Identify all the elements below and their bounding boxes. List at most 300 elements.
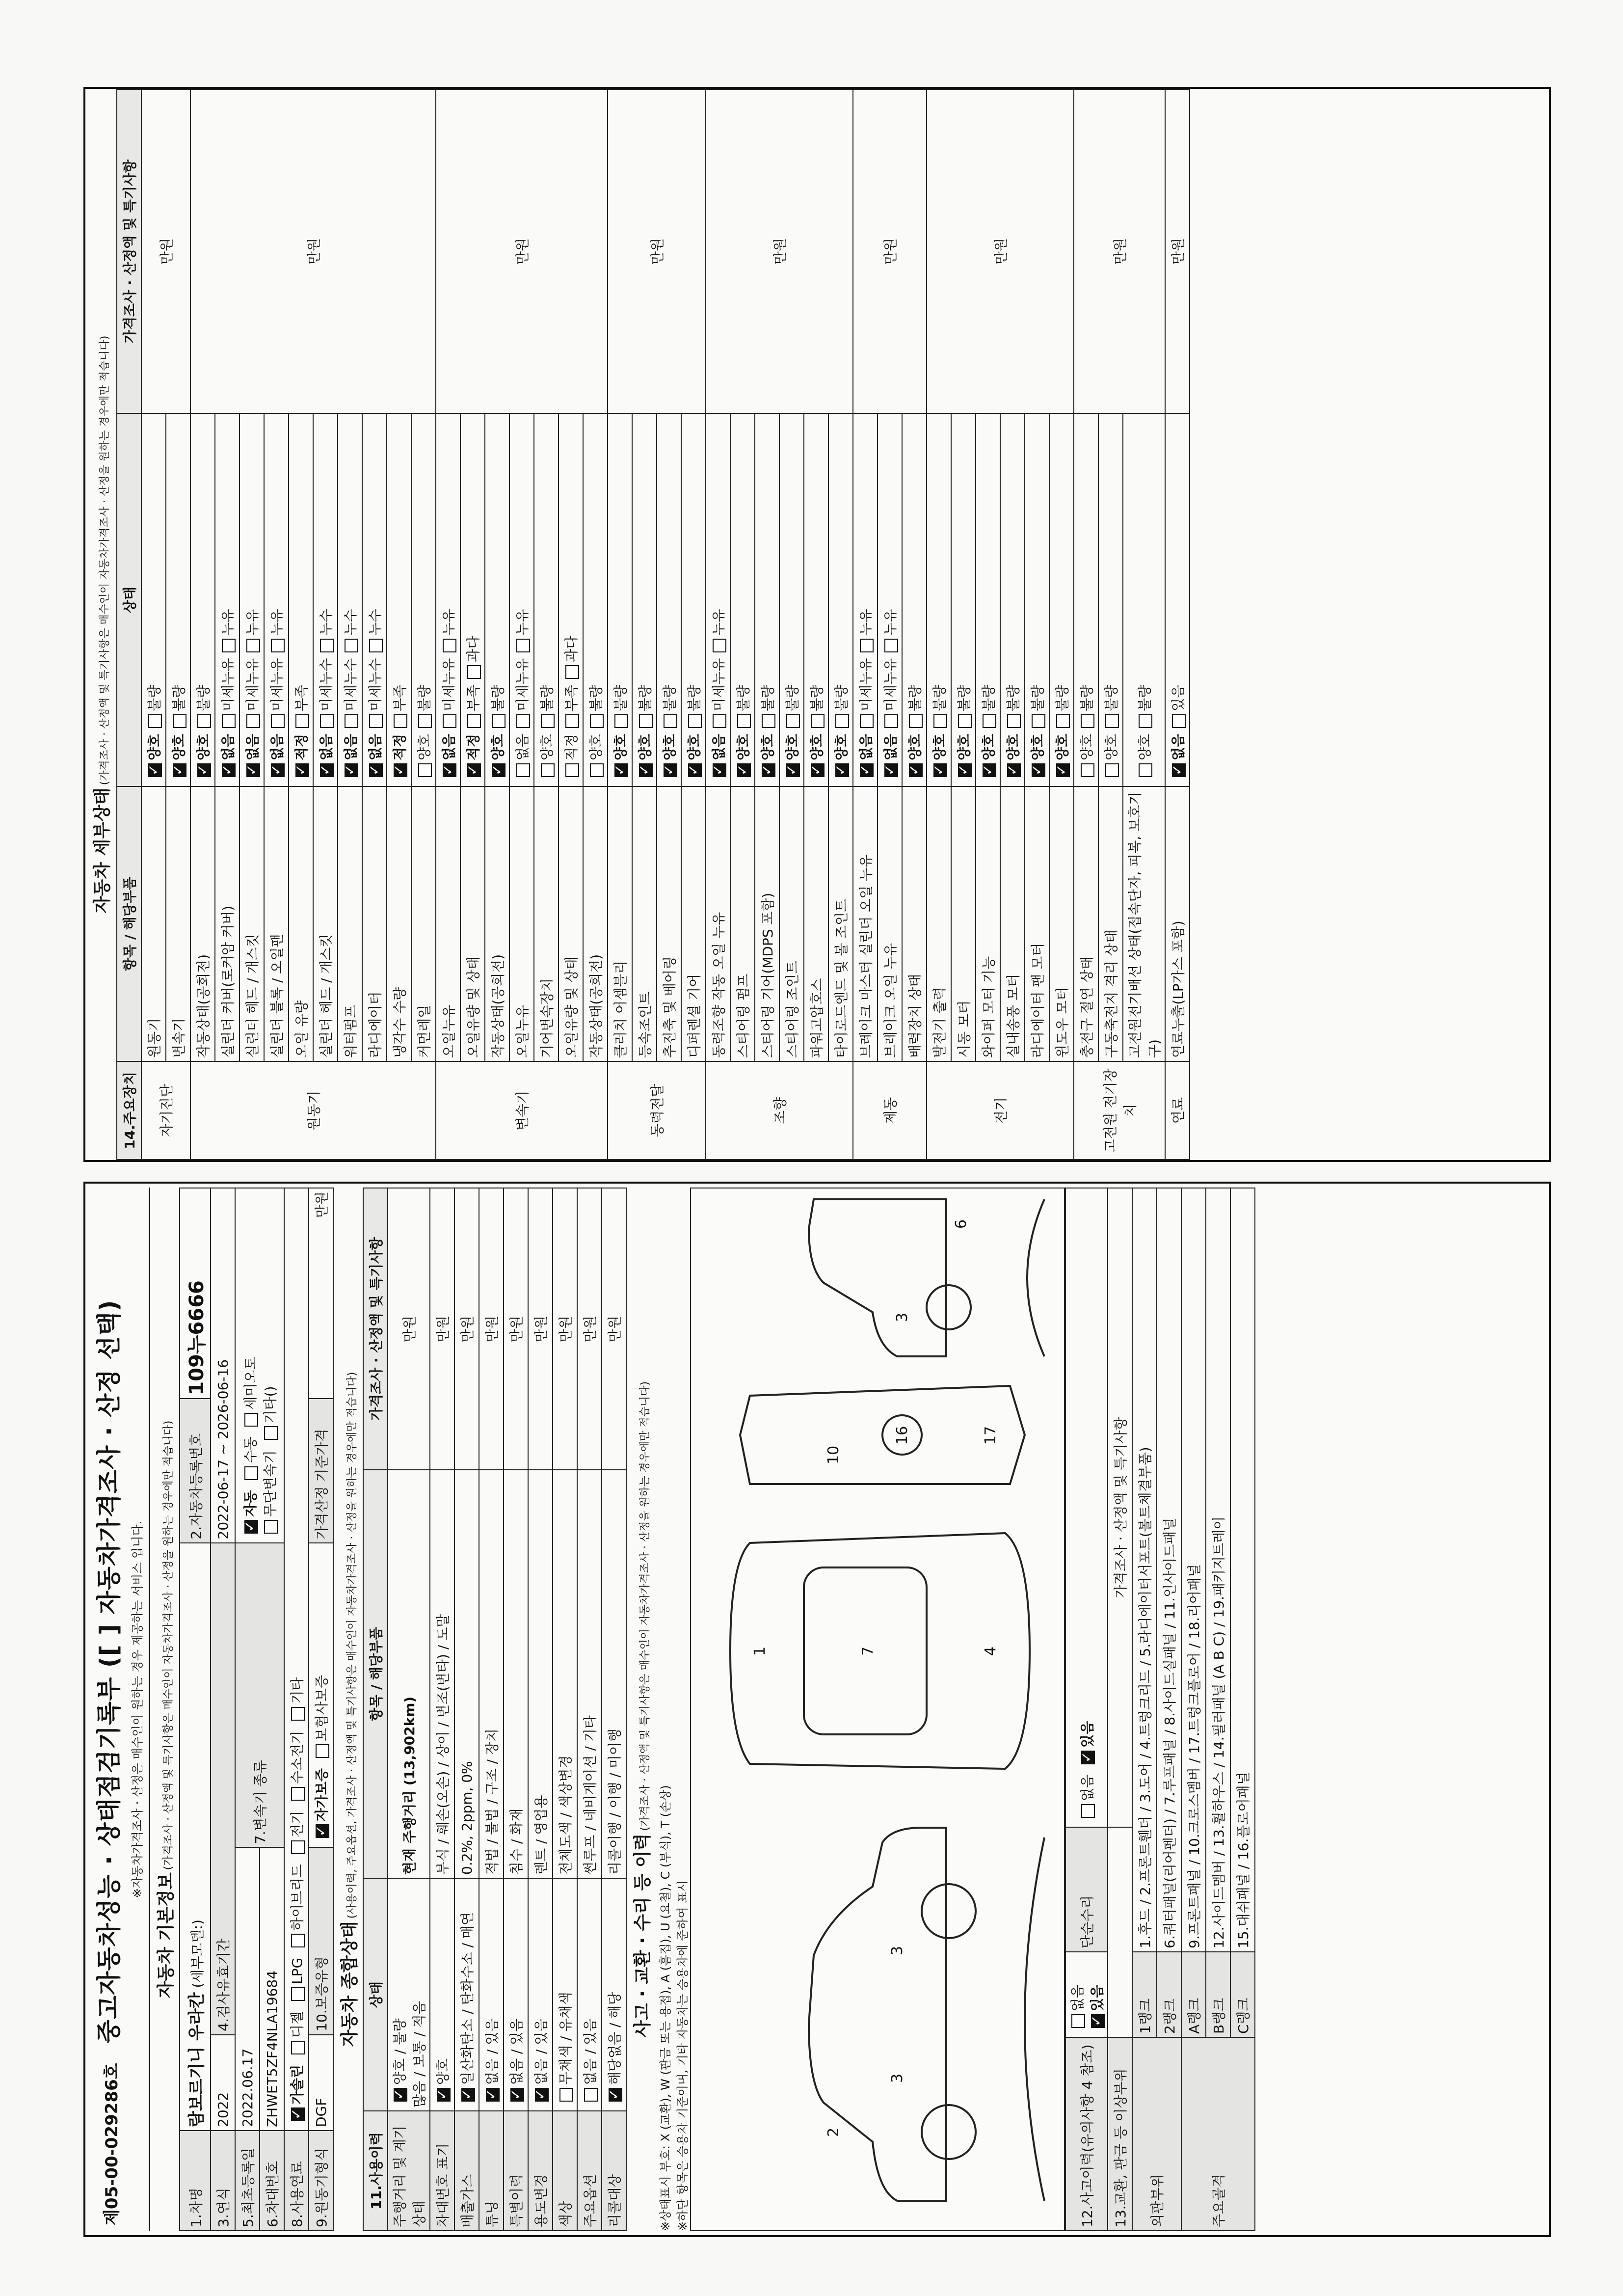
checkbox[interactable]: [1081, 1804, 1095, 1818]
detail-unit: 만원: [706, 89, 853, 413]
detail-unit: 만원: [1074, 89, 1165, 413]
checkbox[interactable]: [291, 1707, 305, 1721]
checkbox[interactable]: [983, 714, 996, 728]
detail-item: 오일누유: [436, 786, 460, 1061]
gs-row-state: ✓해당없음 / 해당: [602, 1878, 626, 2111]
checkbox[interactable]: [222, 714, 236, 728]
title-note: ※자동차가격조사 · 산정은 매수인이 원하는 경우 제공하는 서비스 입니다.: [131, 1520, 144, 1898]
checkbox[interactable]: [291, 2041, 305, 2054]
general-status-table: [363, 1188, 627, 2231]
detail-state: ✓양호불량: [755, 413, 779, 786]
checkbox-checked[interactable]: [664, 763, 677, 777]
detail-state: ✓양호불량: [779, 413, 804, 786]
checkbox[interactable]: [559, 2088, 573, 2102]
fuel-option[interactable]: 전기: [287, 1811, 306, 1860]
form-number: 제05-00-029286호: [102, 2063, 122, 2225]
trans-option[interactable]: 수동: [240, 1436, 260, 1486]
gs-row-unit: 만원: [528, 1188, 553, 1470]
rank-label: 1랭크: [1132, 1952, 1157, 2037]
rank-items: 1.후드 / 2.프론트휀더 / 3.도어 / 4.트렁크리드 / 5.라디에이터서포트(볼트체결부품): [1132, 1188, 1157, 1952]
checkbox[interactable]: [492, 714, 506, 728]
detail-item: 워터펌프: [338, 786, 362, 1061]
accident-history-label: 12.사고이력(유의사항 4 참조): [1065, 2037, 1108, 2231]
checkbox-checked[interactable]: [983, 763, 996, 777]
checkbox[interactable]: [291, 1987, 305, 2001]
checkbox[interactable]: [884, 714, 898, 728]
checkbox[interactable]: [639, 714, 653, 728]
rank-items: 6.쿼터패널(리어펜더) / 7.루프패널 / 8.사이드실패널 / 11.인사이드패널: [1157, 1188, 1181, 1952]
gs-row-detail: 렌트 / 영업용: [528, 1470, 553, 1878]
fuel-options: [284, 1188, 309, 2131]
repair-option[interactable]: 없음: [1077, 1775, 1096, 1824]
detail-item: 브레이크 마스터 실린더 오일 누유: [853, 786, 878, 1061]
rank-label: 2랭크: [1157, 1952, 1181, 2037]
first-reg: 2022.06.17: [235, 1847, 260, 2131]
warranty-label: 10.보증유형: [309, 1847, 333, 2035]
checkbox[interactable]: [1172, 714, 1186, 728]
detail-state: ✓양호불량: [190, 413, 215, 786]
panel-number: 7: [859, 1646, 877, 1656]
checkbox-checked[interactable]: [909, 763, 923, 777]
gs-row-state: ✓없음 / 있음: [504, 1878, 528, 2111]
checkbox-checked[interactable]: [197, 763, 211, 777]
detail-item: 실린더 커버(로커암 커버): [215, 786, 239, 1061]
checkbox[interactable]: [835, 714, 849, 728]
fuel-option[interactable]: 디젤: [287, 2011, 306, 2060]
gs-row-unit: 만원: [430, 1188, 454, 1470]
checkbox-checked[interactable]: [510, 2088, 524, 2102]
gs-row-detail: 부식 / 훼손(오손) / 상이 / 변조(변타) / 도말: [430, 1470, 454, 1878]
detail-state: ✓양호불량: [166, 413, 190, 786]
gs-header-item: 11.사용이력: [363, 2111, 388, 2231]
car-name-label: 1.차명: [180, 2131, 211, 2231]
repair-option[interactable]: ✓있음: [1077, 1721, 1096, 1770]
checkbox-checked[interactable]: [933, 763, 947, 777]
checkbox-checked[interactable]: [835, 763, 849, 777]
side-view-right: [809, 1199, 946, 1356]
accident-title: 사고 · 교환 · 수리 등 이력: [633, 1833, 653, 2038]
detail-state: ✓없음미세누유누유: [853, 413, 878, 786]
detail-item: 실린더 헤드 / 개스킷: [239, 786, 264, 1061]
checkbox[interactable]: [264, 1426, 278, 1440]
checkbox[interactable]: [443, 639, 456, 652]
gs-header-price: 가격조사 · 산정액 및 특기사항: [363, 1188, 388, 1470]
checkbox[interactable]: [664, 714, 677, 728]
gs-row-unit: 만원: [479, 1188, 504, 1470]
gs-header-state: 상태: [363, 1878, 388, 2111]
trans-option[interactable]: 무단변속기: [260, 1450, 279, 1539]
reg-no: 109누6666: [180, 1188, 211, 1399]
gs-row-detail: 침수 / 화재: [504, 1470, 528, 1878]
checkbox-checked[interactable]: [1172, 763, 1186, 777]
checkbox-checked[interactable]: [461, 2088, 475, 2102]
checkbox[interactable]: [369, 714, 383, 728]
panel-number: 3: [894, 1312, 911, 1322]
checkbox[interactable]: [713, 714, 726, 728]
checkbox[interactable]: [173, 714, 186, 728]
gs-row-item: 용도변경: [528, 2111, 553, 2231]
checkbox-checked[interactable]: [443, 763, 456, 777]
checkbox-checked[interactable]: [316, 1824, 329, 1838]
checkbox[interactable]: [737, 714, 751, 728]
gs-row-unit: 만원: [504, 1188, 528, 1470]
checkbox[interactable]: [1056, 714, 1070, 728]
detail-state: 양호불량: [1098, 413, 1123, 786]
checkbox-checked[interactable]: [394, 763, 407, 777]
checkbox-checked[interactable]: [369, 763, 383, 777]
rank-items: 15.대쉬패널 / 16.플로어패널: [1230, 1188, 1255, 1952]
trans-option[interactable]: ✓자동: [240, 1490, 260, 1539]
accident-options: [1065, 1952, 1108, 2037]
detail-item: 추진축 및 베어링: [657, 786, 681, 1061]
checkbox[interactable]: [565, 665, 579, 679]
checkbox-checked[interactable]: [639, 763, 653, 777]
checkbox-checked[interactable]: [173, 763, 186, 777]
checkbox-checked[interactable]: [492, 763, 506, 777]
checkbox[interactable]: [467, 714, 481, 728]
checkbox[interactable]: [541, 714, 555, 728]
detail-item: 커먼레일: [411, 786, 436, 1061]
checkbox[interactable]: [222, 639, 236, 652]
detail-item: 라디에이터 팬 모터: [1025, 786, 1049, 1061]
price-note: 가격조사 · 산정액 및 특기사항: [1108, 1188, 1132, 1827]
checkbox[interactable]: [1139, 763, 1152, 777]
outer-label: 외판부위: [1132, 2037, 1181, 2231]
checkbox-checked[interactable]: [1081, 1751, 1095, 1764]
fuel-option[interactable]: 수소전기: [287, 1730, 306, 1806]
detail-header-state: 상태: [117, 413, 141, 786]
checkbox[interactable]: [1007, 714, 1021, 728]
checkbox-checked[interactable]: [320, 763, 334, 777]
wheel-left-front: [922, 2105, 976, 2159]
checkbox-checked[interactable]: [614, 763, 628, 777]
year-label: 3.연식: [211, 2131, 235, 2231]
checkbox[interactable]: [590, 763, 604, 777]
checkbox[interactable]: [320, 639, 334, 652]
inspection-period: 2022-06-17 ~ 2026-06-16: [211, 1188, 235, 1543]
checkbox[interactable]: [246, 714, 260, 728]
general-status-note: (사용이력, 주요옵션, 가격조사 · 산정액 및 특기사항은 매수인이 자동차가격조사 · 산정을 원하는 경우에만 적습니다): [346, 1372, 358, 1919]
gs-row-detail: 리콜이행 / 이행 / 미이행: [602, 1470, 626, 1878]
checkbox-checked[interactable]: [222, 763, 236, 777]
warranty-option[interactable]: ✓자가보증: [311, 1768, 331, 1844]
wheel-right-front: [927, 1285, 971, 1329]
main-frame-label: 주요골격: [1181, 2037, 1255, 2231]
checkbox[interactable]: [565, 714, 579, 728]
detail-state: ✓없음미세누유누유: [215, 413, 239, 786]
checkbox[interactable]: [541, 763, 555, 777]
checkbox[interactable]: [811, 714, 825, 728]
checkbox-checked[interactable]: [884, 763, 898, 777]
checkbox[interactable]: [860, 714, 874, 728]
car-name-extra: (세부모델:): [189, 1919, 206, 1988]
title-block: [85, 1184, 149, 2235]
checkbox-checked[interactable]: [295, 763, 309, 777]
checkbox[interactable]: [958, 714, 972, 728]
checkbox[interactable]: [316, 1744, 329, 1758]
detail-state: ✓없음미세누유누유: [239, 413, 264, 786]
group-name: 원동기: [190, 1061, 436, 1160]
checkbox-checked[interactable]: [786, 763, 800, 777]
basic-info-note: (가격조사 · 산정액 및 특기사항은 매수인이 자동차가격조사 · 산정을 원하는 경우에만 적습니다): [162, 1420, 175, 1870]
detail-state: ✓양호불량: [1025, 413, 1049, 786]
checkbox[interactable]: [295, 714, 309, 728]
checkbox-checked[interactable]: [762, 763, 775, 777]
detail-unit: 만원: [436, 89, 608, 413]
checkbox-checked[interactable]: [148, 763, 162, 777]
checkbox[interactable]: [246, 639, 260, 652]
detail-state: ✓없음미세누유누유: [878, 413, 902, 786]
gs-row-item: 색상: [553, 2111, 577, 2231]
accident-option[interactable]: 없음: [1067, 1985, 1087, 2034]
repair-options: [1065, 1188, 1108, 1827]
trans-label: 7.변속기 종류: [235, 1543, 284, 1848]
checkbox[interactable]: [148, 714, 162, 728]
checkbox-checked[interactable]: [291, 2107, 305, 2121]
engine: DGF: [309, 2035, 333, 2131]
panel-number: 2: [825, 2127, 842, 2137]
detail-state: 양호불량: [583, 413, 608, 786]
panel-number: 16: [894, 1426, 911, 1445]
checkbox-checked[interactable]: [1007, 763, 1021, 777]
rank-label: B랭크: [1206, 1952, 1230, 2037]
trans-option[interactable]: 기타(): [260, 1386, 279, 1446]
detail-header-item: 항목 / 해당부품: [117, 786, 141, 1061]
detail-state: ✓양호불량: [927, 413, 951, 786]
detail-state: ✓없음미세누수누수: [362, 413, 387, 786]
checkbox[interactable]: [291, 1840, 305, 1854]
detail-item: 구동축전지 격리 상태: [1098, 786, 1123, 1061]
checkbox[interactable]: [418, 714, 432, 728]
checkbox[interactable]: [291, 1787, 305, 1801]
checkbox-checked[interactable]: [609, 2088, 622, 2102]
right-panel: [83, 87, 1551, 1162]
checkbox[interactable]: [271, 639, 285, 652]
gs-row-state: 무채색 / 유채색: [553, 1878, 577, 2111]
detail-item: 실린더 블록 / 오일팬: [264, 786, 289, 1061]
detail-state: ✓적정부족: [387, 413, 411, 786]
checkbox-checked[interactable]: [486, 2088, 500, 2102]
detail-item: 시동 모터: [951, 786, 976, 1061]
detail-state: ✓양호불량: [976, 413, 1000, 786]
car-diagram-area: [690, 1188, 1065, 2231]
detail-state: ✓적정부족과다: [460, 413, 485, 786]
checkbox[interactable]: [786, 714, 800, 728]
detail-note: (가격조사 · 산정액 및 특기사항은 매수인이 자동차가격조사 · 산정을 원하는 경우에만 적습니다): [99, 335, 111, 785]
checkbox[interactable]: [590, 714, 604, 728]
checkbox-checked[interactable]: [1032, 763, 1045, 777]
detail-unit: 만원: [927, 89, 1074, 413]
detail-state: 양호불량: [534, 413, 559, 786]
detail-state: ✓양호불량: [681, 413, 706, 786]
detail-state: ✓양호불량: [141, 413, 166, 786]
detail-unit: 만원: [190, 89, 436, 413]
detail-item: 디퍼렌셜 기어: [681, 786, 706, 1061]
detail-state: ✓없음미세누유누유: [264, 413, 289, 786]
detail-table: [116, 89, 1190, 1160]
fuel-option[interactable]: LPG: [289, 1958, 305, 2007]
group-name: 전기: [927, 1061, 1074, 1160]
checkbox[interactable]: [688, 714, 702, 728]
detail-state: ✓없음미세누유누유: [436, 413, 460, 786]
panel-number: 3: [889, 2073, 906, 2083]
detail-state: ✓양호불량: [657, 413, 681, 786]
basic-info-title: 자동차 기본정보: [156, 1872, 176, 1999]
detail-item: 냉각수 수량: [387, 786, 411, 1061]
detail-item: 스티어링 조인트: [779, 786, 804, 1061]
detail-item: 오일누유: [509, 786, 534, 1061]
checkbox-checked[interactable]: [244, 1520, 258, 1534]
warranty-options: [309, 1543, 333, 1848]
detail-header-price: 가격조사 · 산정액 및 특기사항: [117, 89, 141, 413]
gs-row-item: 튜닝: [479, 2111, 504, 2231]
checkbox-checked[interactable]: [467, 763, 481, 777]
detail-item: 파워고압호스: [804, 786, 828, 1061]
rank-label: A랭크: [1181, 1952, 1206, 2037]
vin: ZHWET5ZF4NLA19684: [260, 1847, 284, 2131]
checkbox-checked[interactable]: [535, 2088, 549, 2102]
group-name: 자기진단: [141, 1061, 190, 1160]
detail-item: 작동상태(공회전): [485, 786, 509, 1061]
checkbox-checked[interactable]: [437, 2088, 451, 2102]
group-name: 동력전달: [608, 1061, 706, 1160]
checkbox[interactable]: [264, 1520, 278, 1534]
fuel-option[interactable]: ✓가솔린: [287, 2065, 306, 2127]
warranty-option[interactable]: 보험사보증: [311, 1675, 331, 1764]
checkbox[interactable]: [320, 714, 334, 728]
detail-state: ✓양호불량: [632, 413, 657, 786]
gs-row-item: 주행거리 및 계기상태: [388, 2111, 430, 2231]
checkbox[interactable]: [713, 639, 726, 652]
checkbox[interactable]: [418, 763, 432, 777]
detail-state: 양호불량: [1123, 413, 1165, 786]
checkbox[interactable]: [1105, 714, 1119, 728]
gs-row-state: 없음 / 있음: [577, 1878, 602, 2111]
checkbox-checked[interactable]: [958, 763, 972, 777]
checkbox[interactable]: [345, 639, 358, 652]
fuel-option[interactable]: 하이브리드: [287, 1864, 306, 1953]
checkbox[interactable]: [933, 714, 947, 728]
detail-state: ✓양호불량: [1049, 413, 1074, 786]
group-name: 변속기: [436, 1061, 608, 1160]
checkbox-checked[interactable]: [394, 2088, 407, 2102]
panel-number: 6: [953, 1219, 970, 1229]
checkbox[interactable]: [860, 639, 874, 652]
checkbox[interactable]: [516, 763, 530, 777]
basic-info-table: [179, 1188, 334, 2231]
checkbox[interactable]: [1032, 714, 1045, 728]
detail-state: ✓없음있음: [1165, 413, 1190, 786]
detail-item: 타이로드엔드 및 볼 조인트: [828, 786, 853, 1061]
group-name: 고전원 전기장치: [1074, 1061, 1165, 1160]
trans-option[interactable]: 세미오토: [240, 1356, 260, 1432]
checkbox[interactable]: [762, 714, 775, 728]
checkbox[interactable]: [271, 714, 285, 728]
checkbox[interactable]: [369, 639, 383, 652]
detail-item: 실내송풍 모터: [1000, 786, 1025, 1061]
gs-row-state: ✓양호 / 불량 많음 / 보통 / 적음: [388, 1878, 430, 2111]
gs-row-unit: 만원: [553, 1188, 577, 1470]
checkbox[interactable]: [394, 714, 407, 728]
year: 2022: [211, 2035, 235, 2131]
accident-note: (가격조사 · 산정액 및 특기사항은 매수인이 자동차가격조사 · 산정을 원하는 경우에만 적습니다): [639, 1381, 651, 1831]
rank-items: 9.프론트패널 / 10.크로스멤버 / 17.트렁크플로어 / 18.리어패널: [1181, 1188, 1206, 1952]
checkbox[interactable]: [614, 714, 628, 728]
price-label: 가격산정 기준가격: [309, 1399, 333, 1543]
gs-row-unit: 만원: [388, 1188, 430, 1470]
gs-row-detail: 0.2%, 2ppm, 0%: [454, 1470, 479, 1878]
detail-item: 변속기: [166, 786, 190, 1061]
checkbox[interactable]: [197, 714, 211, 728]
car-diagram: [691, 1189, 1064, 2230]
checkbox[interactable]: [516, 714, 530, 728]
detail-item: 오일 유량: [289, 786, 313, 1061]
checkbox[interactable]: [884, 639, 898, 652]
checkbox-checked[interactable]: [1056, 763, 1070, 777]
checkbox-checked[interactable]: [713, 763, 726, 777]
checkbox[interactable]: [909, 714, 923, 728]
checkbox[interactable]: [516, 639, 530, 652]
gs-row-item: 리콜대상: [602, 2111, 626, 2231]
detail-item: 스티어링 기어(MDPS 포함): [755, 786, 779, 1061]
detail-state: ✓양호불량: [828, 413, 853, 786]
detail-state: ✓양호불량: [730, 413, 755, 786]
legend-1: ※상태표시 부호: X (교환), W (판금 또는 용접), A (흠집), U (요철), C (부식), T (손상): [659, 1785, 672, 2231]
detail-state: ✓양호불량: [902, 413, 927, 786]
checkbox-checked[interactable]: [1091, 2014, 1105, 2028]
checkbox[interactable]: [345, 714, 358, 728]
gs-row-detail: 전체도색 / 색상변경: [553, 1470, 577, 1878]
checkbox[interactable]: [443, 714, 456, 728]
checkbox[interactable]: [584, 2088, 598, 2102]
checkbox-checked[interactable]: [345, 763, 358, 777]
detail-unit: 만원: [608, 89, 706, 413]
detail-item: 윈도우 모터: [1049, 786, 1074, 1061]
checkbox[interactable]: [244, 1466, 258, 1480]
exchange-label: 13.교환, 판금 등 이상부위: [1108, 2037, 1132, 2231]
checkbox[interactable]: [1071, 2014, 1085, 2028]
checkbox[interactable]: [565, 763, 579, 777]
checkbox[interactable]: [1081, 714, 1094, 728]
checkbox-checked[interactable]: [688, 763, 702, 777]
gs-row-state: ✓일산화탄소 / 탄화수소 / 매연: [454, 1878, 479, 2111]
gs-row-state: ✓없음 / 있음: [528, 1878, 553, 2111]
checkbox[interactable]: [291, 1934, 305, 1947]
general-status-title: 자동차 종합상태: [340, 1921, 360, 2047]
detail-unit: 만원: [141, 89, 190, 413]
gs-row-detail: 적법 / 불법 / 구조 / 장치: [479, 1470, 504, 1878]
vin-label: 6.차대번호: [260, 2131, 284, 2231]
detail-item: 스티어링 펌프: [730, 786, 755, 1061]
checkbox-checked[interactable]: [860, 763, 874, 777]
accident-option[interactable]: ✓ 있음: [1087, 1985, 1106, 2034]
checkbox-checked[interactable]: [811, 763, 825, 777]
group-name: 조향: [706, 1061, 853, 1160]
underbody-right: [1027, 1199, 1044, 1356]
fuel-option[interactable]: 기타: [287, 1677, 306, 1726]
checkbox[interactable]: [467, 665, 481, 679]
checkbox[interactable]: [1081, 763, 1094, 777]
panel-number: 1: [751, 1646, 769, 1656]
checkbox-checked[interactable]: [271, 763, 285, 777]
detail-item: 연료누출(LP가스 포함): [1165, 786, 1190, 1061]
checkbox[interactable]: [1139, 714, 1152, 728]
checkbox-checked[interactable]: [246, 763, 260, 777]
checkbox-checked[interactable]: [737, 763, 751, 777]
gs-row-item: 배출가스: [454, 2111, 479, 2231]
checkbox[interactable]: [244, 1413, 258, 1427]
checkbox[interactable]: [1105, 763, 1119, 777]
